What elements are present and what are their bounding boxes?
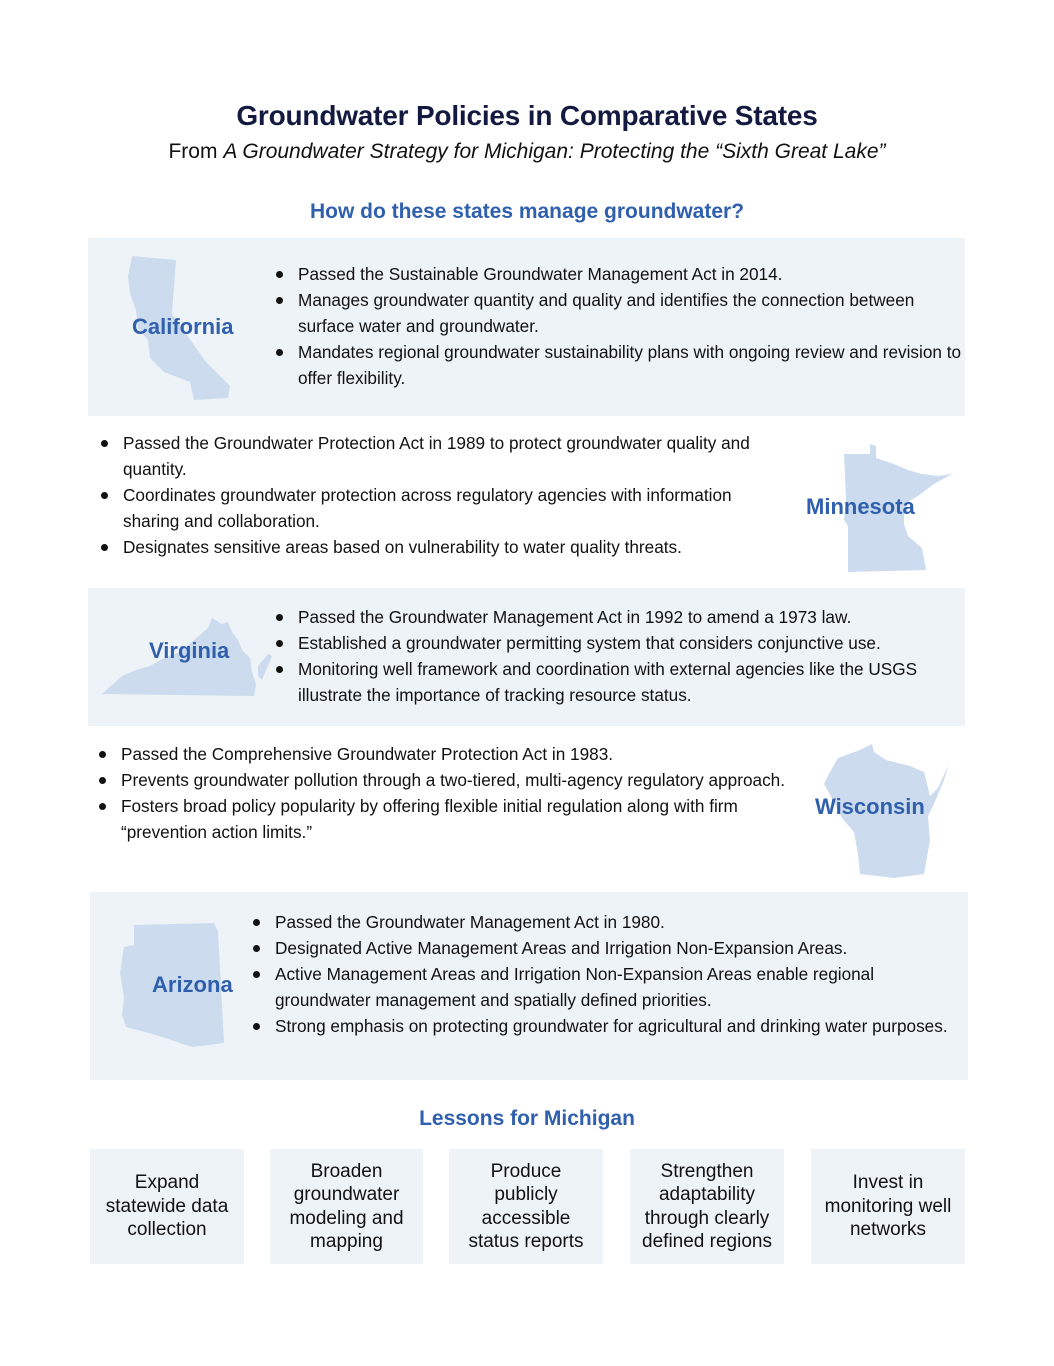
list-item: Active Management Areas and Irrigation Non-Expansion Areas enable regional groundwater management and spatially defined priorities. — [250, 961, 950, 1013]
list-item: Established a groundwater permitting system that considers conjunctive use. — [273, 630, 963, 656]
list-item: Manages groundwater quantity and quality and identifies the connection between surface water and groundwater. — [273, 287, 963, 339]
states-section-heading: How do these states manage groundwater? — [309, 200, 745, 223]
list-item: Mandates regional groundwater sustainability plans with ongoing review and revision to offer flexibility. — [273, 339, 963, 391]
wisconsin-policy-list — [96, 741, 786, 845]
minnesota-policy-list — [98, 430, 788, 560]
california-policy-list — [273, 261, 963, 391]
state-name-minnesota: Minnesota — [806, 494, 915, 519]
page-subtitle — [0, 140, 1054, 164]
state-name-arizona: Arizona — [152, 972, 233, 997]
list-item: Designated Active Management Areas and Irrigation Non-Expansion Areas. — [250, 935, 950, 961]
list-item: Passed the Groundwater Protection Act in 1989 to protect groundwater quality and quantity. — [98, 430, 788, 482]
list-item: Passed the Groundwater Management Act in 1992 to amend a 1973 law. — [273, 604, 963, 630]
state-name-virginia: Virginia — [149, 638, 230, 663]
list-item: Coordinates groundwater protection across regulatory agencies with information sharing and collaboration. — [98, 482, 788, 534]
lesson-card: Produce publicly accessible status reports — [449, 1149, 603, 1264]
subtitle-prefix: From — [168, 140, 224, 163]
subtitle-source-title: A Groundwater Strategy for Michigan: Protecting the “Sixth Great Lake” — [223, 140, 886, 163]
lesson-card: Strengthen adaptability through clearly defined regions — [630, 1149, 784, 1264]
state-name-wisconsin: Wisconsin — [815, 794, 925, 819]
state-panel-minnesota — [88, 416, 965, 588]
state-panel-wisconsin — [88, 726, 968, 892]
lesson-card: Expand statewide data collection — [90, 1149, 244, 1264]
list-item: Designates sensitive areas based on vulnerability to water quality threats. — [98, 534, 788, 560]
list-item: Strong emphasis on protecting groundwater for agricultural and drinking water purposes. — [250, 1013, 950, 1039]
lessons-section-heading: Lessons for Michigan — [419, 1107, 635, 1130]
list-item: Monitoring well framework and coordination with external agencies like the USGS illustrate the importance of tracking resource status. — [273, 656, 963, 708]
state-name-california: California — [132, 314, 234, 339]
lesson-card: Invest in monitoring well networks — [811, 1149, 965, 1264]
list-item: Passed the Groundwater Management Act in 1980. — [250, 909, 950, 935]
list-item: Passed the Sustainable Groundwater Management Act in 2014. — [273, 261, 963, 287]
state-panel-virginia — [88, 588, 965, 726]
virginia-policy-list — [273, 604, 963, 708]
page-title: Groundwater Policies in Comparative States — [236, 100, 818, 131]
lesson-card: Broaden groundwater modeling and mapping — [270, 1149, 423, 1264]
list-item: Passed the Comprehensive Groundwater Protection Act in 1983. — [96, 741, 786, 767]
list-item: Prevents groundwater pollution through a two-tiered, multi-agency regulatory approach. — [96, 767, 786, 793]
arizona-policy-list — [250, 909, 950, 1039]
state-panel-arizona — [90, 892, 968, 1080]
list-item: Fosters broad policy popularity by offering flexible initial regulation along with firm “prevention action limits.” — [96, 793, 786, 845]
state-panel-california — [88, 238, 965, 416]
